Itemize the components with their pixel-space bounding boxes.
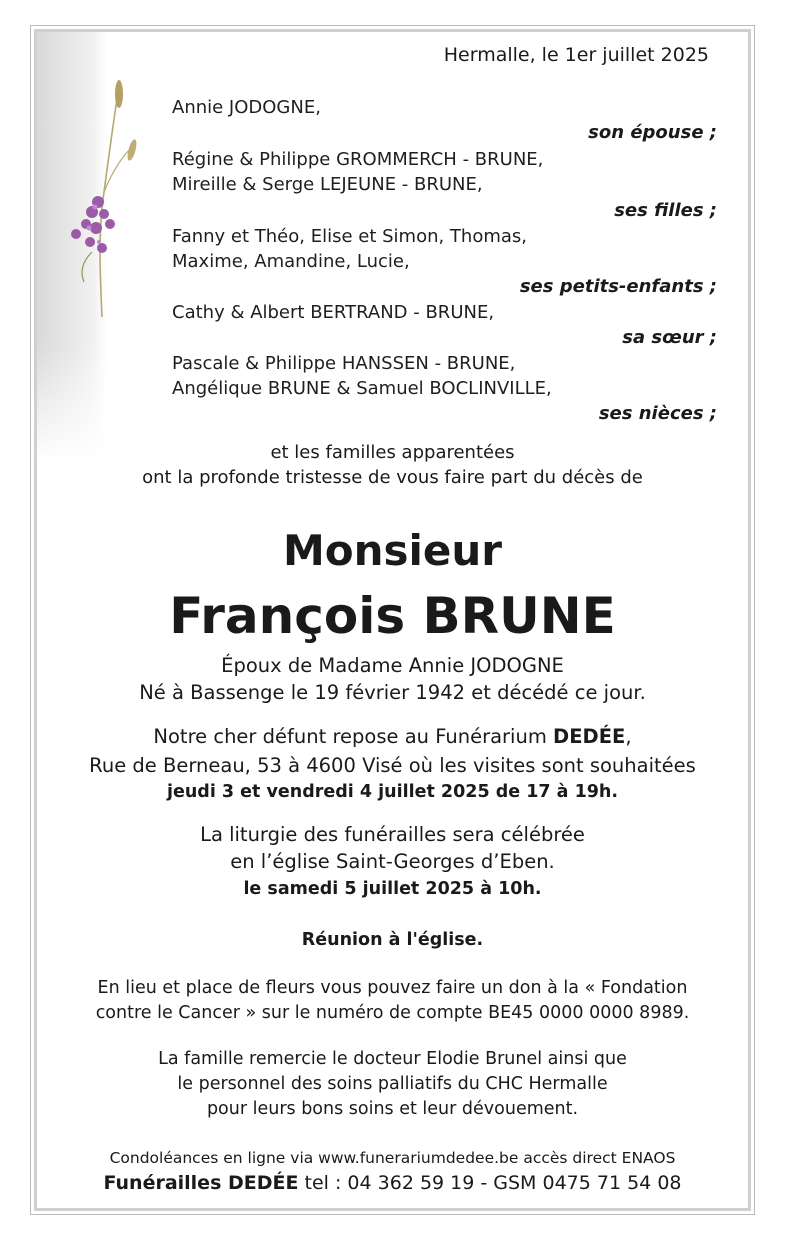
family-grandchildren-1: Fanny et Théo, Elise et Simon, Thomas, <box>172 226 528 247</box>
contact-line <box>37 1170 748 1196</box>
liturgy-line-1: La liturgie des funérailles sera célébrée <box>200 823 585 846</box>
liturgy-date: le samedi 5 juillet 2025 à 10h. <box>243 879 542 899</box>
family-niece-1: Pascale & Philippe HANSSEN - BRUNE, <box>172 353 516 374</box>
donation-line-2: contre le Cancer » sur le numéro de compte BE45 0000 0000 8989. <box>95 1003 690 1023</box>
donation-line-1: En lieu et place de fleurs vous pouvez faire un don à la « Fondation <box>97 978 688 998</box>
company-name: Funérailles DEDÉE <box>103 1172 299 1194</box>
thanks-line-1: La famille remercie le docteur Elodie Brunel ainsi que <box>158 1049 627 1069</box>
thanks-line-3: pour leurs bons soins et leur dévouement. <box>206 1099 579 1119</box>
family-grandchildren-2: Maxime, Amandine, Lucie, <box>172 251 410 272</box>
announcement-line-1: et les familles apparentées <box>270 442 515 463</box>
liturgy-line-2: en l’église Saint-Georges d’Eben. <box>230 850 555 873</box>
deceased-name: François BRUNE <box>169 587 616 645</box>
role-sister: sa sœur ; <box>622 327 717 348</box>
role-nieces: ses nièces ; <box>598 403 717 424</box>
place-date: Hermalle, le 1er juillet 2025 <box>443 44 709 66</box>
role-daughters: ses filles ; <box>614 200 717 221</box>
visitation-line-2: Rue de Berneau, 53 à 4600 Visé où les visites sont souhaitées <box>89 754 696 777</box>
deceased-birth-line: Né à Bassenge le 19 février 1942 et décédé ce jour. <box>139 681 646 704</box>
family-sister: Cathy & Albert BERTRAND - BRUNE, <box>172 302 495 323</box>
company-phones: tel : 04 362 59 19 - GSM 0475 71 54 08 <box>298 1172 682 1194</box>
visitation-line-1-suffix: , <box>625 725 632 748</box>
family-niece-2: Angélique BRUNE & Samuel BOCLINVILLE, <box>172 378 552 399</box>
deceased-spouse-line: Époux de Madame Annie JODOGNE <box>221 654 564 677</box>
thanks-line-2: le personnel des soins palliatifs du CHC Hermalle <box>177 1074 608 1094</box>
visitation-line-1-prefix: Notre cher défunt repose au Funérarium <box>153 725 554 748</box>
flower-illustration <box>62 72 142 322</box>
deceased-honorific: Monsieur <box>282 526 503 575</box>
role-spouse: son épouse ; <box>588 122 717 143</box>
role-grandchildren: ses petits-enfants ; <box>519 276 717 297</box>
family-spouse: Annie JODOGNE, <box>172 97 321 118</box>
family-daughter-1: Régine & Philippe GROMMERCH - BRUNE, <box>172 149 544 170</box>
funerarium-name: DEDÉE <box>553 725 626 748</box>
family-daughter-2: Mireille & Serge LEJEUNE - BRUNE, <box>172 174 483 195</box>
visitation-line-1 <box>37 724 748 750</box>
visitation-hours: jeudi 3 et vendredi 4 juillet 2025 de 17 à 19h. <box>166 782 619 802</box>
announcement-line-2: ont la profonde tristesse de vous faire part du décès de <box>142 467 643 488</box>
condolences-line: Condoléances en ligne via www.funerariumdedee.be accès direct ENAOS <box>109 1149 676 1167</box>
meeting-note: Réunion à l'église. <box>301 930 484 950</box>
